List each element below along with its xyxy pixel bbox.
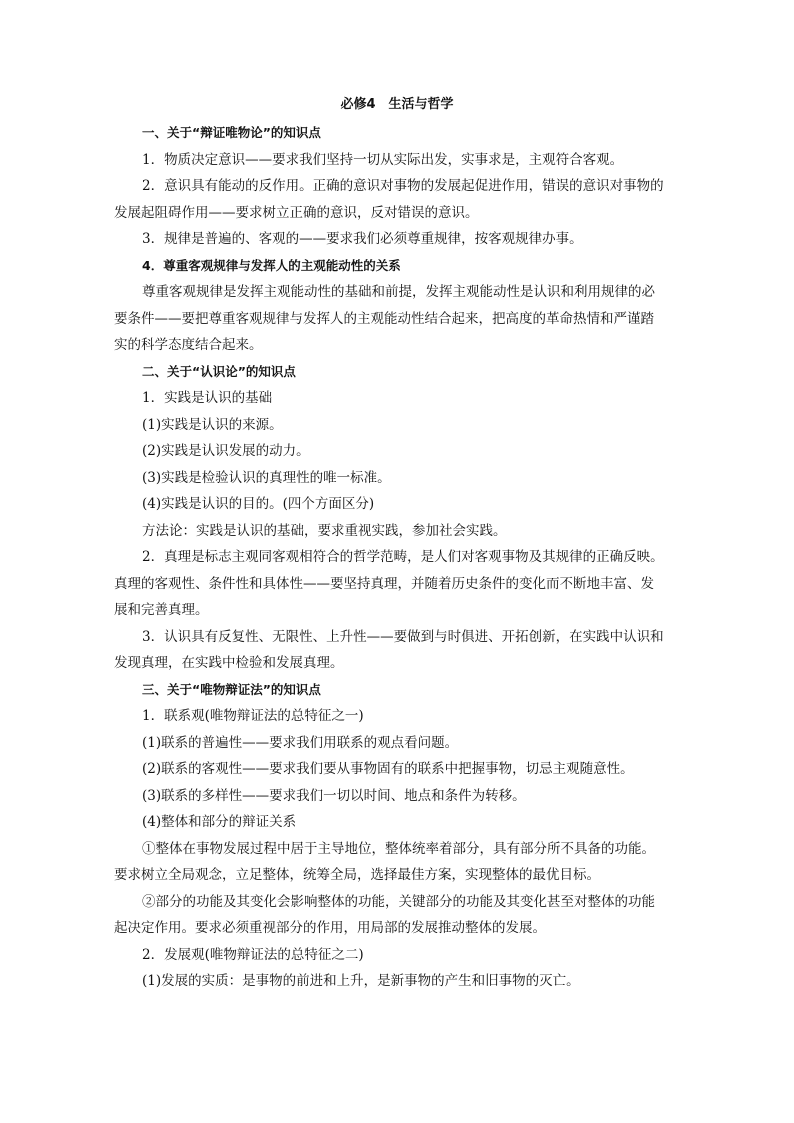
text-line: 2．意识具有能动的反作用。正确的意识对事物的发展起促进作用，错误的意识对事物的 bbox=[142, 178, 664, 194]
text-line: 1．联系观(唯物辩证法的总特征之一) bbox=[142, 708, 364, 724]
text-line: 4．尊重客观规律与发挥人的主观能动性的关系 bbox=[142, 257, 401, 273]
text-line: (3)实践是检验认识的真理性的唯一标准。 bbox=[142, 469, 391, 486]
text-line: (1)实践是认识的来源。 bbox=[142, 416, 283, 433]
text-line: (3)联系的多样性——要求我们一切以时间、地点和条件为转移。 bbox=[142, 787, 526, 804]
section-heading: 三、关于“唯物辩证法”的知识点 bbox=[142, 681, 321, 697]
section-heading: 二、关于“认识论”的知识点 bbox=[142, 363, 296, 379]
text-line: 要求树立全局观念，立足整体，统筹全局，选择最佳方案，实现整体的最优目标。 bbox=[114, 867, 600, 883]
text-line: 方法论：实践是认识的基础，要求重视实践，参加社会实践。 bbox=[142, 522, 507, 539]
document-page bbox=[114, 94, 680, 995]
text-line: 起决定作用。要求必须重视部分的作用，用局部的发展推动整体的发展。 bbox=[114, 920, 546, 936]
text-line: (1)联系的普遍性——要求我们用联系的观点看问题。 bbox=[142, 734, 459, 751]
text-line: 尊重客观规律是发挥主观能动性的基础和前提，发挥主观能动性是认识和利用规律的必 bbox=[142, 284, 655, 300]
text-line: 3．认识具有反复性、无限性、上升性——要做到与时俱进、开拓创新，在实践中认识和 bbox=[142, 628, 664, 645]
section-heading: 一、关于“辩证唯物论”的知识点 bbox=[142, 125, 321, 140]
text-line: ①整体在事物发展过程中居于主导地位，整体统率着部分，具有部分所不具备的功能。 bbox=[142, 840, 655, 857]
text-line: 1．实践是认识的基础 bbox=[142, 390, 273, 406]
text-line: 展和完善真理。 bbox=[114, 602, 209, 618]
text-line: 2．真理是标志主观同客观相符合的哲学范畴，是人们对客观事物及其规律的正确反映。 bbox=[142, 549, 664, 565]
text-line: (4)实践是认识的目的。(四个方面区分) bbox=[142, 496, 375, 512]
text-line: 真理的客观性、条件性和具体性——要坚持真理，并随着历史条件的变化而不断地丰富、发 bbox=[114, 575, 654, 592]
text-line: 1．物质决定意识——要求我们坚持一切从实际出发，实事求是，主观符合客观。 bbox=[142, 151, 624, 168]
text-line: 发展起阻碍作用——要求树立正确的意识，反对错误的意识。 bbox=[114, 204, 479, 221]
text-line: ②部分的功能及其变化会影响整体的功能，关键部分的功能及其变化甚至对整体的功能 bbox=[142, 893, 655, 910]
text-line: (1)发展的实质：是事物的前进和上升，是新事物的产生和旧事物的灭亡。 bbox=[142, 973, 580, 989]
document-body bbox=[114, 120, 680, 995]
text-line: 实的科学态度结合起来。 bbox=[114, 337, 263, 353]
text-line: 要条件——要把尊重客观规律与发挥人的主观能动性结合起来，把高度的革命热情和严谨踏 bbox=[114, 310, 654, 327]
page-title: 必修4 生活与哲学 bbox=[340, 97, 454, 112]
text-line: (2)联系的客观性——要求我们要从事物固有的联系中把握事物，切忌主观随意性。 bbox=[142, 761, 634, 777]
text-line: 3．规律是普遍的、客观的——要求我们必须尊重规律，按客观规律办事。 bbox=[142, 231, 583, 247]
text-line: 2．发展观(唯物辩证法的总特征之二) bbox=[142, 946, 364, 963]
text-line: 发现真理，在实践中检验和发展真理。 bbox=[114, 655, 344, 671]
text-line: (2)实践是认识发展的动力。 bbox=[142, 443, 310, 459]
text-line: (4)整体和部分的辩证关系 bbox=[142, 814, 297, 830]
